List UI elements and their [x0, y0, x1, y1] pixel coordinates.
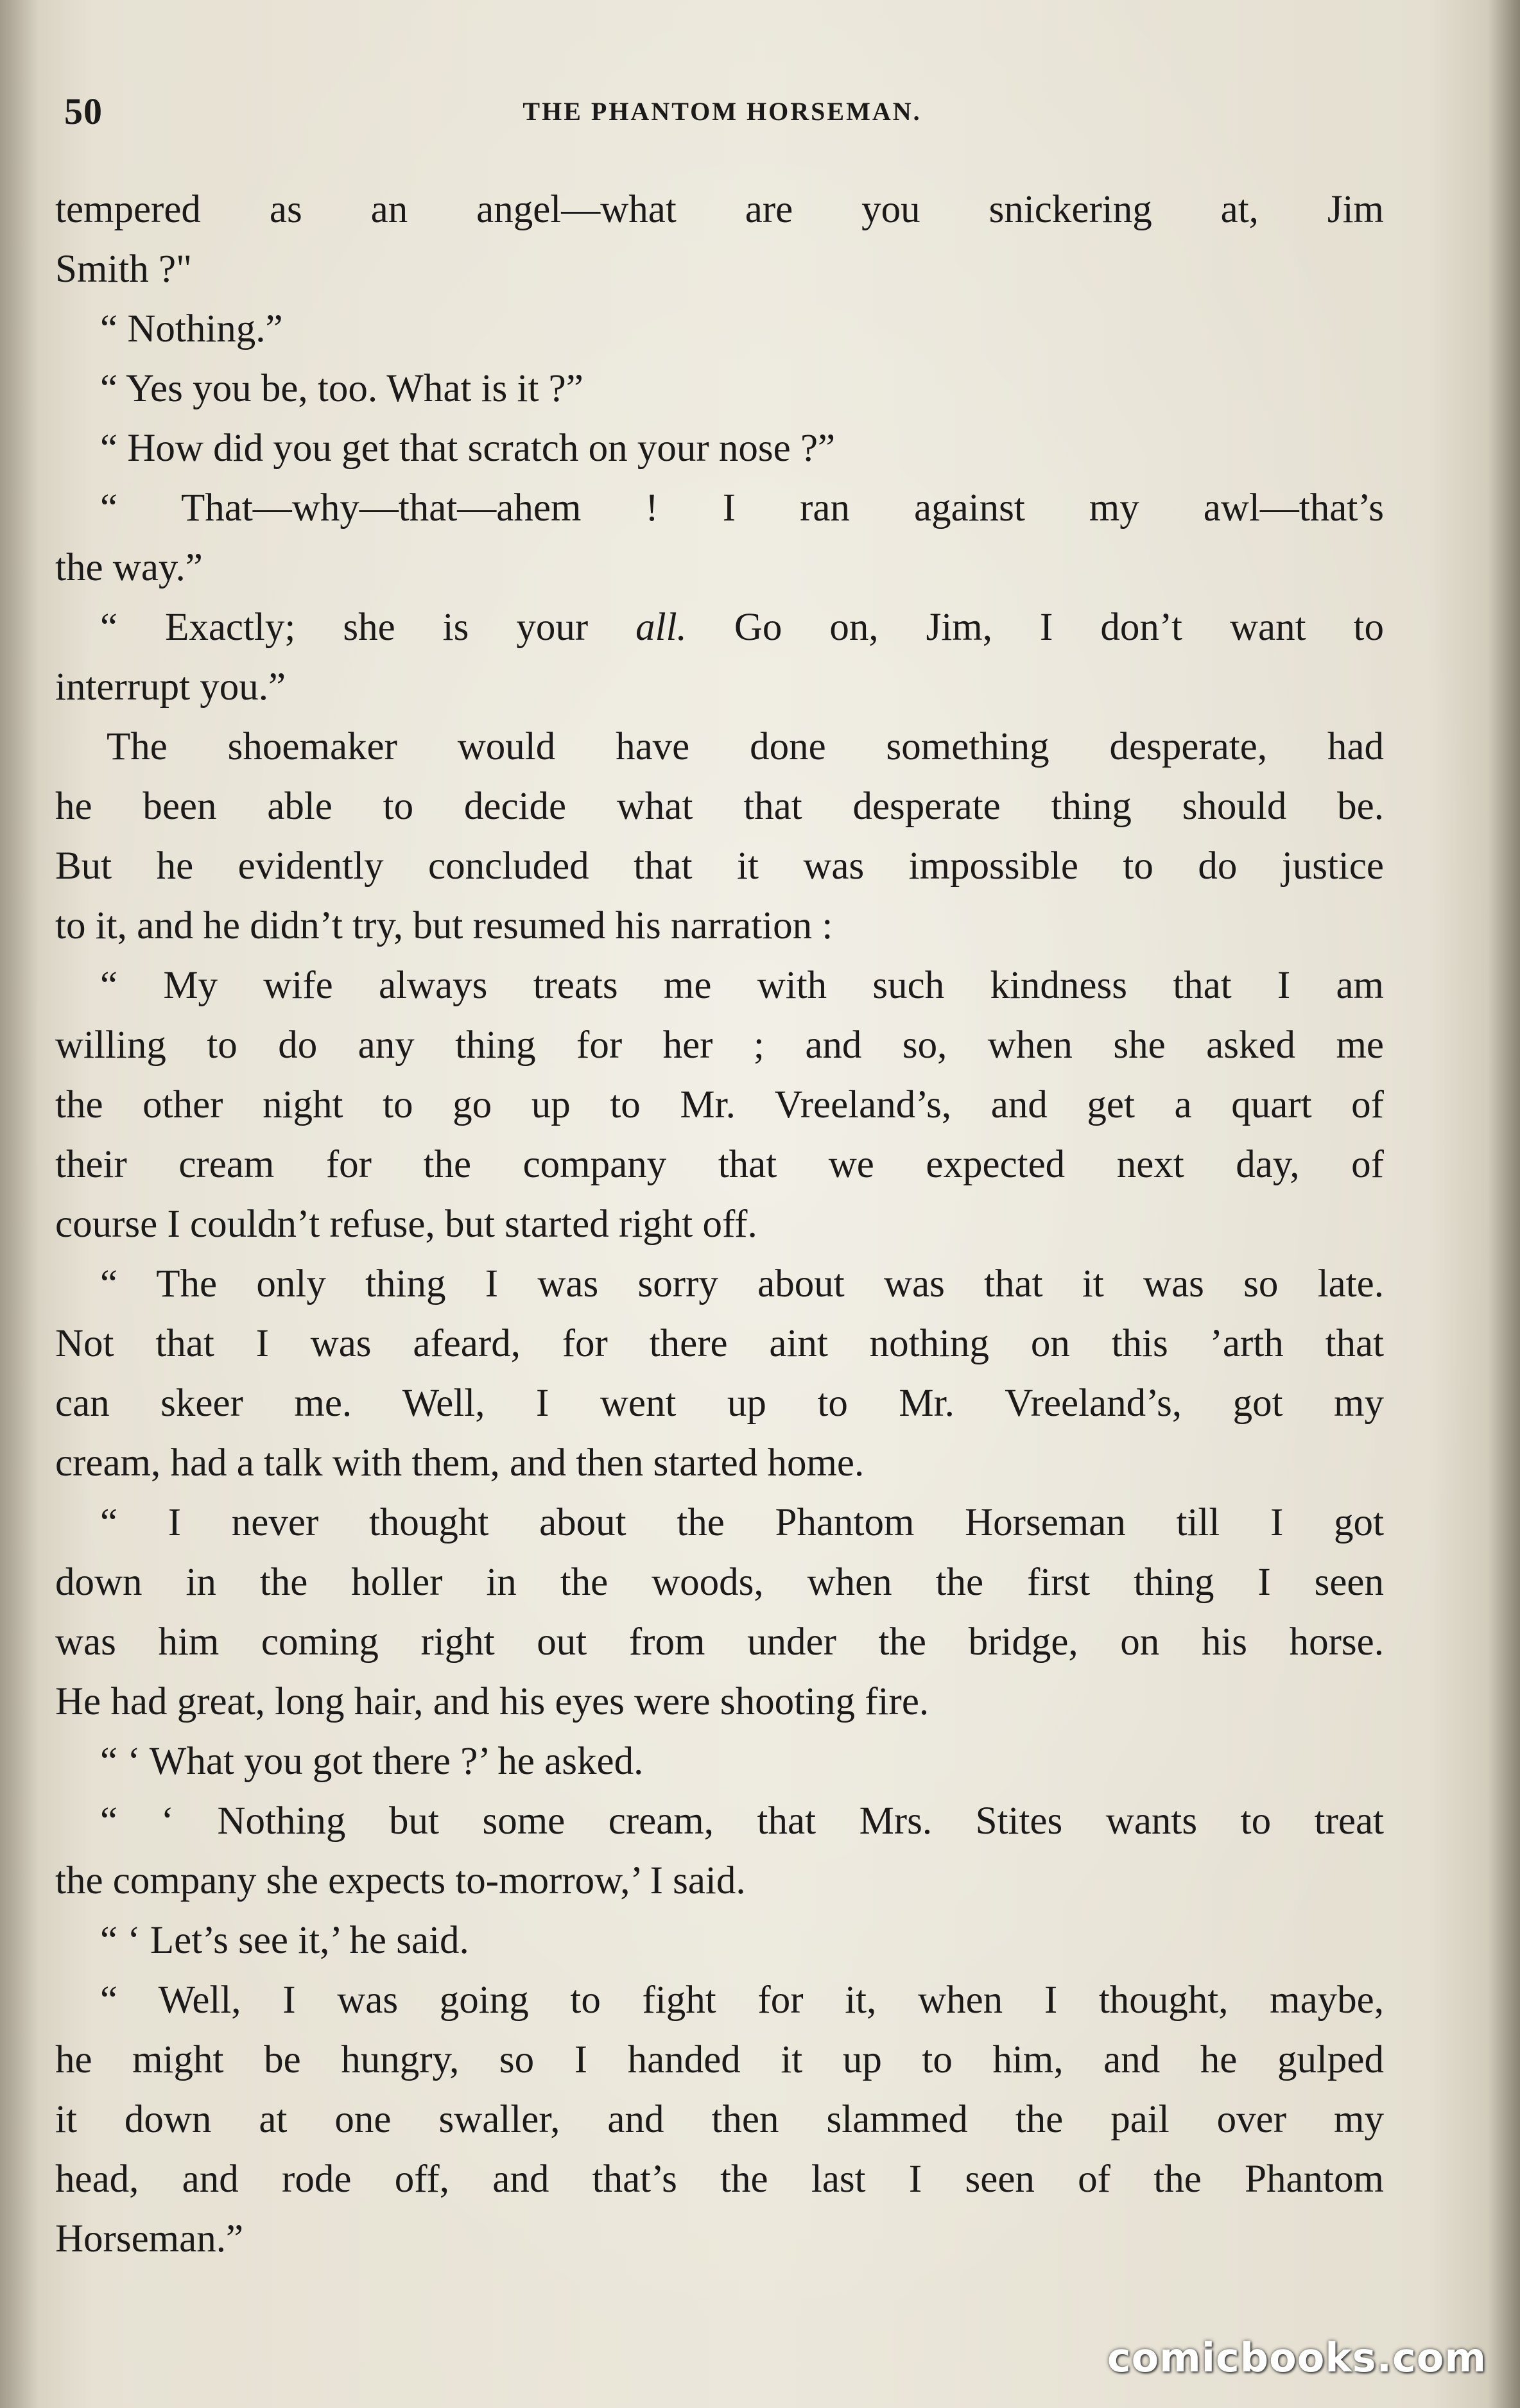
text-line: tempered as an angel—what are you snickering at, Jim	[55, 188, 1384, 231]
text-line	[55, 598, 1384, 657]
watermark-text: comicbooks.com	[1107, 2334, 1487, 2381]
body-text	[55, 180, 1384, 2269]
page-edge-shadow-left	[0, 0, 39, 2408]
text-line: their cream for the company that we expected next day, of	[55, 1143, 1384, 1186]
text-line: “ My wife always treats me with such kindness that I am	[100, 964, 1384, 1007]
text-line: cream, had a talk with them, and then started home.	[55, 1441, 865, 1484]
text-line: “ Well, I was going to fight for it, when I thought, maybe,	[100, 1979, 1384, 2022]
text-line: He had great, long hair, and his eyes were shooting fire.	[55, 1680, 929, 1723]
text-line: The shoemaker would have done something desperate, had	[107, 725, 1384, 768]
text-line: But he evidently concluded that it was impossible to do justice	[55, 845, 1384, 888]
text-line: willing to do any thing for her ; and so, when she asked me	[55, 1024, 1384, 1067]
text-line: the company she expects to-morrow,’ I said.	[55, 1859, 746, 1902]
page-number: 50	[64, 90, 103, 132]
text-line: it down at one swaller, and then slammed the pail over my	[55, 2098, 1384, 2141]
text-line: can skeer me. Well, I went up to Mr. Vreeland’s, got my	[55, 1382, 1384, 1425]
text-fragment: “ Exactly; she is your	[100, 606, 589, 649]
text-line: was him coming right out from under the bridge, on his horse.	[55, 1621, 1384, 1664]
text-line: “ I never thought about the Phantom Horseman till I got	[100, 1501, 1384, 1544]
text-line: he might be hungry, so I handed it up to him, and he gulped	[55, 2038, 1384, 2081]
page-edge-shadow-right	[1488, 0, 1520, 2408]
text-line: Smith ?"	[55, 248, 192, 291]
text-line: course I couldn’t refuse, but started right off.	[55, 1203, 757, 1246]
text-line: “ The only thing I was sorry about was that it was so late.	[100, 1262, 1384, 1305]
text-line: down in the holler in the woods, when the first thing I seen	[55, 1561, 1384, 1604]
text-line: “ ‘ Let’s see it,’ he said.	[100, 1919, 469, 1962]
italic-word: all.	[635, 606, 687, 649]
text-line: “ ‘ What you got there ?’ he asked.	[100, 1740, 644, 1783]
text-line: Not that I was afeard, for there aint nothing on this ’arth that	[55, 1322, 1384, 1365]
text-line: Horseman.”	[55, 2217, 244, 2260]
text-line: “ Nothing.”	[100, 307, 283, 350]
text-line: the other night to go up to Mr. Vreeland’s, and get a quart of	[55, 1083, 1384, 1126]
text-line: to it, and he didn’t try, but resumed his narration :	[55, 904, 833, 947]
text-line: “ ‘ Nothing but some cream, that Mrs. Stites wants to treat	[100, 1800, 1384, 1843]
text-line: he been able to decide what that desperate thing should be.	[55, 785, 1384, 828]
text-line: the way.”	[55, 546, 203, 589]
text-fragment: Go on, Jim, I don’t want to	[734, 606, 1384, 649]
text-line: “ That—why—that—ahem ! I ran against my awl—that’s	[100, 486, 1384, 529]
running-head: THE PHANTOM HORSEMAN.	[522, 97, 922, 126]
text-line: “ Yes you be, too. What is it ?”	[100, 367, 583, 410]
page-header	[64, 90, 1380, 135]
text-line: head, and rode off, and that’s the last I seen of the Phantom	[55, 2158, 1384, 2201]
text-line: interrupt you.”	[55, 666, 286, 709]
text-line: “ How did you get that scratch on your nose ?”	[100, 427, 836, 470]
